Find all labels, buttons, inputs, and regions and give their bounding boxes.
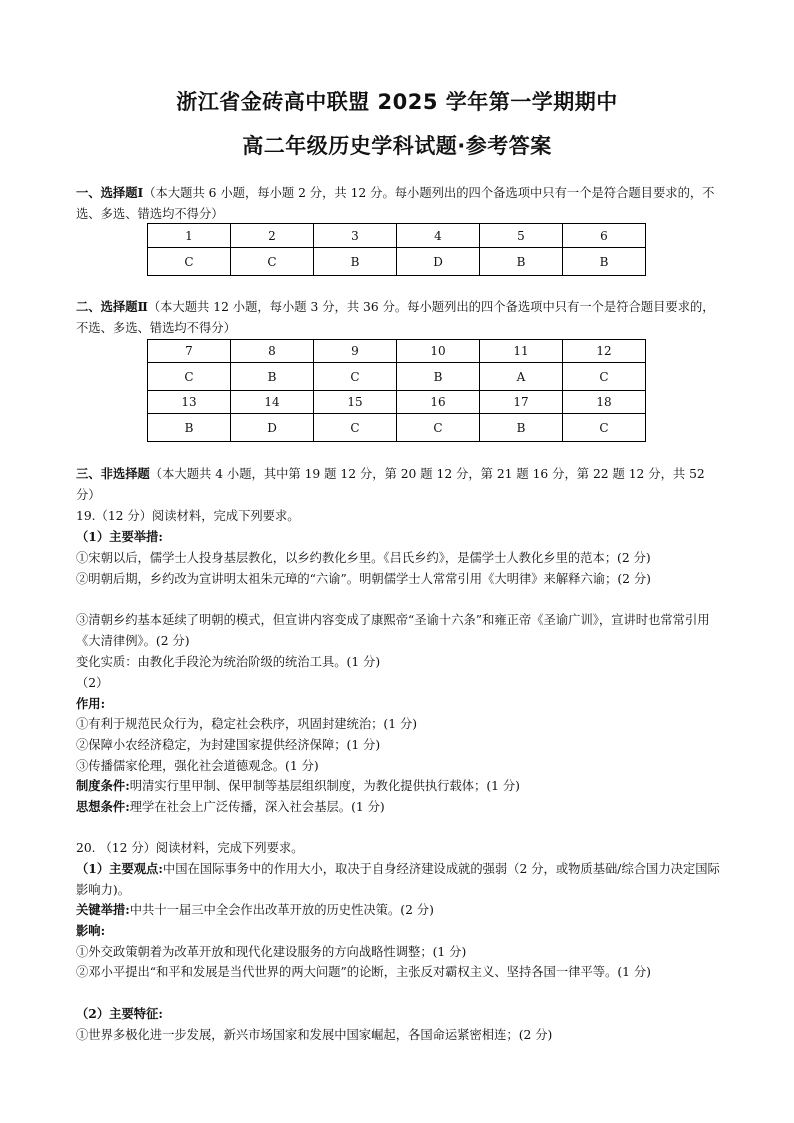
answer-cell: B (148, 414, 231, 442)
section1-desc: （本大题共 6 小题，每小题 2 分，共 12 分。每小题列出的四个备选项中只有一个是符合题目要求的，不选、多选、错选均不得分） (76, 186, 715, 221)
section3-desc: （本大题共 4 小题，其中第 19 题 12 分，第 20 题 12 分，第 21 题 16 分，第 22 题 12 分，共 52 分） (76, 467, 705, 502)
q19-institution-label: 制度条件: (76, 778, 130, 793)
q19-part2-label: （2） (76, 676, 109, 690)
answer-cell: C (148, 248, 231, 276)
answer-cell: C (314, 363, 397, 391)
q20-part1 (76, 859, 726, 900)
question-number: 2 (231, 224, 314, 248)
section2-label: 二、选择题Ⅱ (76, 299, 148, 314)
answer-cell: B (231, 363, 314, 391)
answer-cell: C (563, 414, 646, 442)
answer-cell: C (314, 414, 397, 442)
q20-key-label: 关键举措: (76, 902, 130, 917)
question-number: 15 (314, 391, 397, 414)
question-number: 3 (314, 224, 397, 248)
answer-cell: C (563, 363, 646, 391)
question-number: 8 (231, 340, 314, 363)
question-number: 18 (563, 391, 646, 414)
q19-thought-text: 理学在社会上广泛传播，深入社会基层。(1 分) (129, 800, 385, 814)
question-number: 17 (480, 391, 563, 414)
q20-part2-item-a: ①世界多极化进一步发展，新兴市场国家和发展中国家崛起，各国命运紧密相连；(2 分) (76, 1028, 553, 1042)
q20-impact-label: 影响: (76, 923, 106, 938)
answer-cell: B (397, 363, 480, 391)
q19-thought-label: 思想条件: (76, 799, 130, 814)
table-row (148, 340, 646, 363)
q19-heading: 19.（12 分）阅读材料，完成下列要求。 (76, 509, 300, 523)
q20-key-measure (76, 900, 726, 921)
q20-impact-item-a: ①外交政策朝着为改革开放和现代化建设服务的方向战略性调整；(1 分) (76, 945, 467, 959)
answer-cell: B (480, 248, 563, 276)
question-number: 12 (563, 340, 646, 363)
q20-part2-label: （2）主要特征: (76, 1006, 163, 1021)
answer-cell: C (397, 414, 480, 442)
question-number: 7 (148, 340, 231, 363)
q19-part1-item-c: ③清朝乡约基本延续了明朝的模式，但宣讲内容变成了康熙帝“圣谕十六条”和雍正帝《圣谕广训》，宣讲时也常常引用《大清律例》。(2 分) (76, 613, 710, 648)
question-number: 10 (397, 340, 480, 363)
question-number: 16 (397, 391, 480, 414)
table-row (148, 224, 646, 248)
doc-title-line1: 浙江省金砖高中联盟 2025 学年第一学期期中 (176, 90, 618, 114)
question-number: 13 (148, 391, 231, 414)
answer-cell: C (231, 248, 314, 276)
table-row (148, 248, 646, 276)
question-number: 9 (314, 340, 397, 363)
answer-cell: B (314, 248, 397, 276)
q19-institution-condition (76, 776, 726, 797)
q19-part1-label: （1）主要举措: (76, 529, 163, 544)
q19-part1-essence: 变化实质：由教化手段沦为统治阶级的统治工具。(1 分) (76, 655, 381, 669)
section3-intro (76, 464, 726, 505)
q20-key-text: 中共十一届三中全会作出改革开放的历史性决策。(2 分) (129, 903, 434, 917)
section2-intro (76, 297, 726, 338)
question-number: 6 (563, 224, 646, 248)
q19-role-item-b: ②保障小农经济稳定，为封建国家提供经济保障；(1 分) (76, 738, 381, 752)
question-number: 14 (231, 391, 314, 414)
answer-cell: D (397, 248, 480, 276)
table-row (148, 391, 646, 414)
q19-role-label: 作用: (76, 696, 106, 711)
answer-cell: B (563, 248, 646, 276)
answer-cell: B (480, 414, 563, 442)
question-number: 4 (397, 224, 480, 248)
table-row (148, 414, 646, 442)
q19-thought-condition (76, 797, 726, 818)
question-number: 11 (480, 340, 563, 363)
q19-part1-item-b: ②明朝后期，乡约改为宣讲明太祖朱元璋的“六谕”。明朝儒学士人常常引用《大明律》来解释六谕；(2 分) (76, 572, 651, 586)
section2-desc: （本大题共 12 小题，每小题 3 分，共 36 分。每小题列出的四个备选项中只有一个是符合题目要求的，不选、多选、错选均不得分） (76, 300, 715, 335)
q20-heading: 20. （12 分）阅读材料，完成下列要求。 (76, 841, 304, 855)
q19-institution-text: 明清实行里甲制、保甲制等基层组织制度，为教化提供执行载体；(1 分) (129, 779, 520, 793)
q19-role-item-a: ①有利于规范民众行为，稳定社会秩序，巩固封建统治；(1 分) (76, 717, 418, 731)
section3-label: 三、非选择题 (76, 466, 150, 481)
section1-intro (76, 183, 726, 224)
section2-answer-table (147, 339, 646, 442)
section1-answer-table (147, 223, 646, 276)
question-number: 1 (148, 224, 231, 248)
answer-cell: A (480, 363, 563, 391)
section1-label: 一、选择题Ⅰ (76, 185, 144, 200)
question-number: 5 (480, 224, 563, 248)
table-row (148, 363, 646, 391)
q20-impact-item-b: ②邓小平提出“和平和发展是当代世界的两大问题”的论断，主张反对霸权主义、坚持各国一律平等。(1 分) (76, 965, 651, 979)
doc-title-line2: 高二年级历史学科试题·参考答案 (242, 134, 552, 158)
answer-cell: D (231, 414, 314, 442)
answer-cell: C (148, 363, 231, 391)
q19-role-item-c: ③传播儒家伦理，强化社会道德观念。(1 分) (76, 759, 319, 773)
q20-part1-text: 中国在国际事务中的作用大小，取决于自身经济建设成就的强弱（2 分，或物质基础/综合国力决定国际影响力)。 (76, 862, 720, 897)
q19-part1-item-a: ①宋朝以后，儒学士人投身基层教化，以乡约教化乡里。《吕氏乡约》，是儒学士人教化乡里的范本；(2 分) (76, 551, 651, 565)
q20-part1-label: （1）主要观点: (76, 861, 163, 876)
